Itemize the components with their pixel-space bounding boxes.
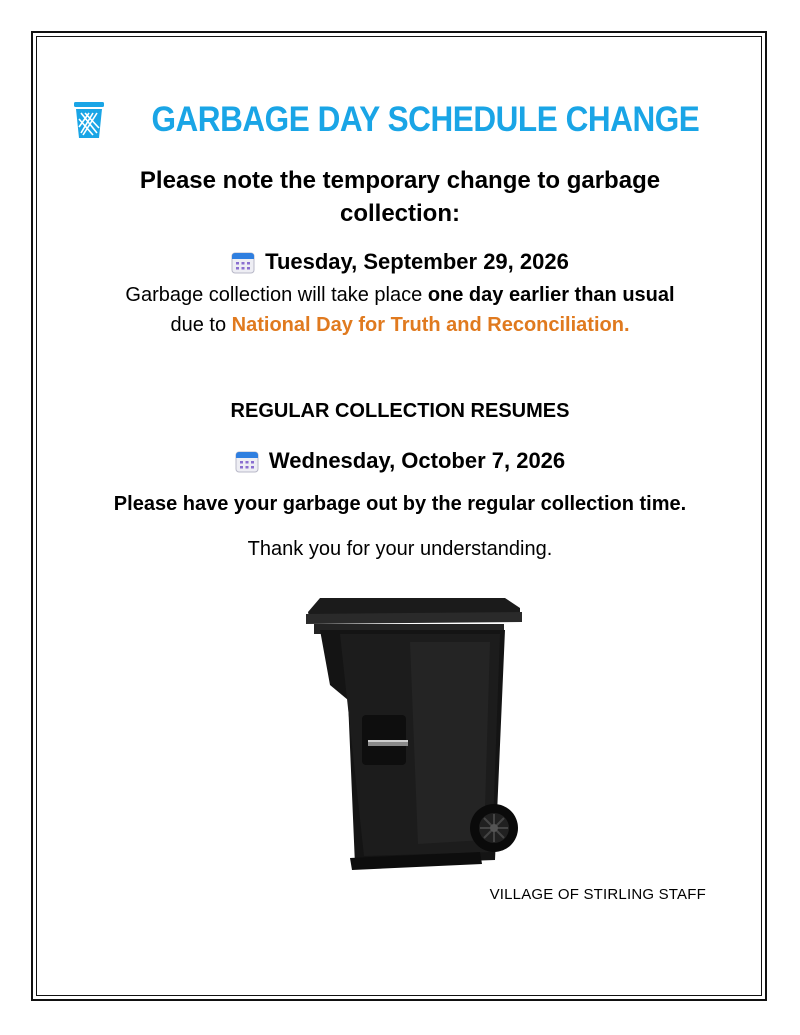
body-line-1-text: Garbage collection will take place [125,284,428,306]
resume-date: Wednesday, October 7, 2026 [268,448,566,473]
thanks-text: Thank you for your understanding. [247,538,553,560]
holiday-name: National Day for Truth and Reconciliation. [231,314,630,336]
resume-heading: REGULAR COLLECTION RESUMES [230,400,570,422]
garbage-bin-image [300,590,530,880]
page-title: GARBAGE DAY SCHEDULE CHANGE [151,100,699,139]
intro-text [40,164,760,230]
page-title-row [40,100,760,140]
earlier-emphasis: one day earlier than usual [427,284,675,306]
resume-date-row [40,448,760,474]
changed-date: Tuesday, September 29, 2026 [265,249,569,274]
wastebasket-icon [71,100,107,140]
intro-line-1: Please note the temporary change to garbage [139,167,661,194]
body-line-2 [40,314,760,337]
calendar-icon [231,250,255,274]
changed-date-row [40,249,760,275]
reminder-text: Please have your garbage out by the regular collection time. [113,493,687,515]
body-line-2-text: due to [170,314,232,336]
signature: VILLAGE OF STIRLING STAFF [489,886,706,903]
body-line-1 [40,284,760,307]
calendar-icon [235,449,259,473]
intro-line-2: collection: [339,200,460,227]
